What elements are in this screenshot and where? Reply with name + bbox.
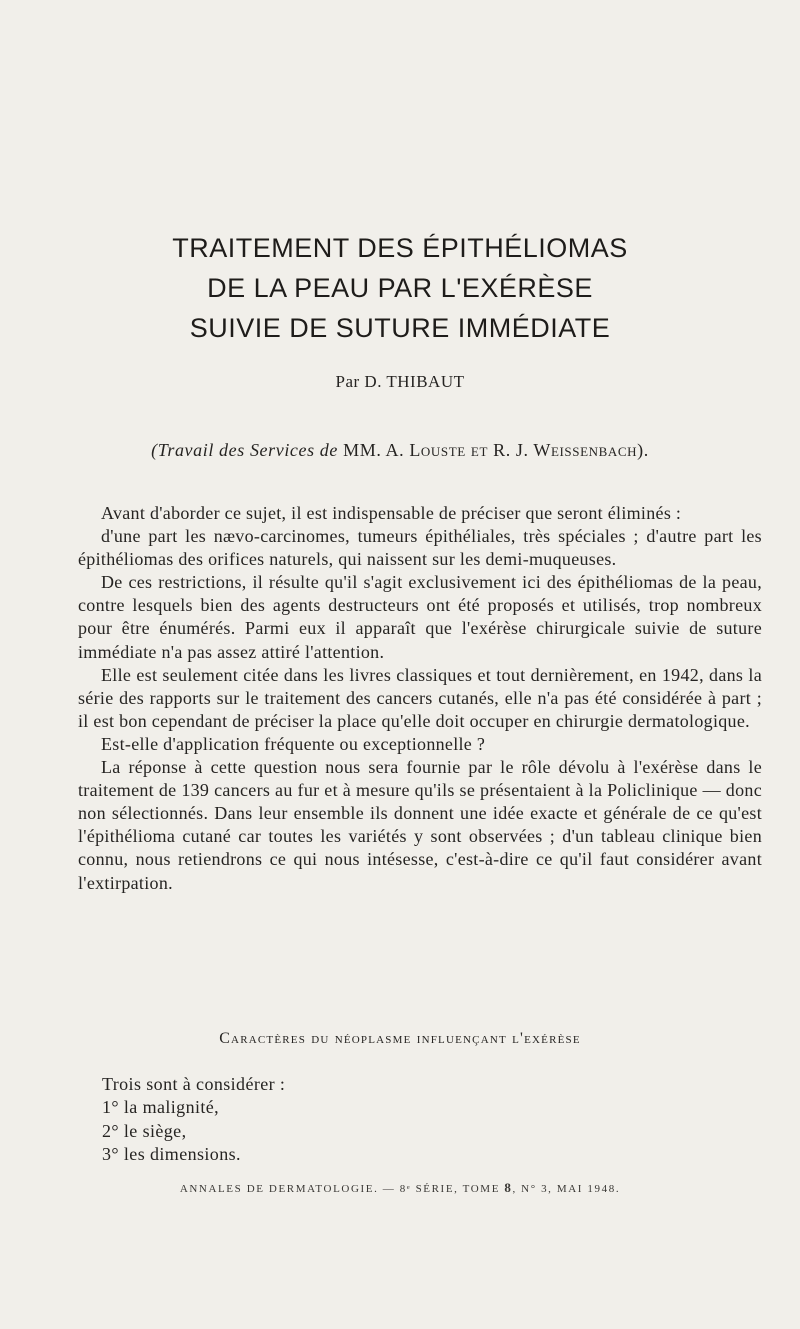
section-heading: Caractères du néoplasme influençant l'exérèse (219, 1030, 581, 1047)
paragraph: La réponse à cette question nous sera fournie par le rôle dévolu à l'exérèse dans le traitement de 139 cancers au fur et à mesure qu'ils se présentaient à la Policlinique — donc non sélectionnés. Dans leur ensemble ils donnent une idée exacte et générale de ce qu'est l'épithélioma cutané car toutes les variétés y sont observées ; d'un tableau clinique bien connu, nous retiendrons ce qui nous intésesse, c'est-à-dire ce qu'il faut considérer avant l'extirpation. (78, 757, 762, 893)
title-line-1: TRAITEMENT DES ÉPITHÉLIOMAS (172, 233, 628, 263)
author-line: Par D. THIBAUT (335, 372, 465, 391)
footer-journal: ANNALES DE DERMATOLOGIE. — 8ᵉ SÉRIE, TOME (179, 1183, 501, 1195)
title-line-2: DE LA PEAU PAR L'EXÉRÈSE (207, 273, 593, 303)
list-item: 3° les dimensions. (102, 1143, 241, 1164)
footer-issue: , N° 3, MAI 1948. (512, 1183, 621, 1195)
paragraph: Avant d'aborder ce sujet, il est indispensable de préciser que seront éliminés : (101, 503, 682, 523)
title-line-3: SUIVIE DE SUTURE IMMÉDIATE (189, 313, 611, 343)
footer-tome: 8 (504, 1180, 513, 1195)
list-item: 1° la malignité, (102, 1097, 220, 1118)
credit-prefix: (Travail des Services de (151, 440, 338, 460)
article-title (0, 228, 800, 348)
paragraph: De ces restrictions, il résulte qu'il s'agit exclusivement ici des épithéliomas de la peau, contre lesquels bien des agents destructeurs ont été proposés et utilisés, trop nombreux pour être énumérés. Parmi eux il apparaît que l'exérèse chirurgicale suivie de suture immédiate n'a pas assez attiré l'attention. (78, 572, 762, 662)
article-body (78, 502, 762, 895)
credit-line (0, 440, 800, 461)
paragraph: d'une part les nævo-carcinomes, tumeurs épithéliales, très spéciales ; d'autre part les épithéliomas des orifices naturels, qui naissent sur les demi-muqueuses. (78, 526, 762, 570)
list-item: 2° le siège, (102, 1120, 187, 1141)
paragraph: Elle est seulement citée dans les livres classiques et tout dernièrement, en 1942, dans la série des rapports sur le traitement des cancers cutanés, elle n'a pas été considérée à part ; il est bon cependant de préciser la place qu'elle doit occuper en chirurgie dermatologique. (78, 664, 762, 731)
paragraph: Est-elle d'application fréquente ou exceptionnelle ? (101, 733, 486, 754)
journal-footer (0, 1180, 800, 1196)
list-intro: Trois sont à considérer : (102, 1074, 286, 1094)
criteria-list (102, 1073, 285, 1166)
credit-names: MM. A. Louste et R. J. Weissenbach (343, 440, 638, 460)
credit-suffix: ). (637, 440, 649, 460)
